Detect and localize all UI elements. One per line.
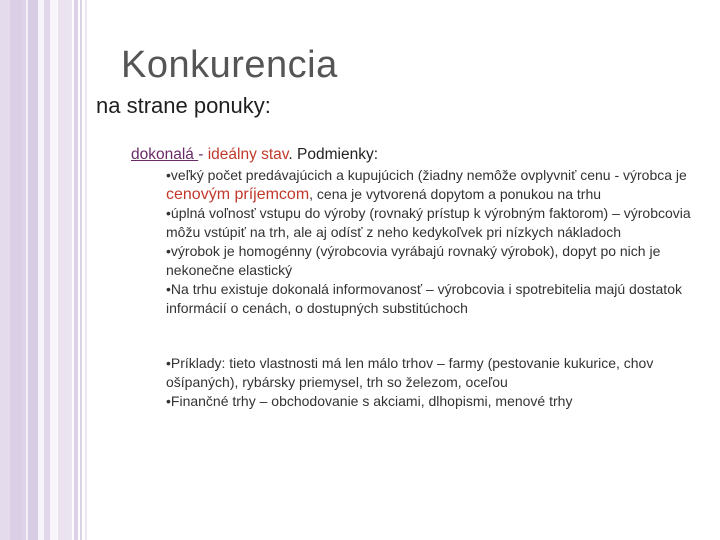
heading-separator: - [198,146,208,163]
example-item: •Finančné trhy – obchodovanie s akciami, dlhopismi, menové trhy [166,393,573,409]
conditions-list [166,166,701,411]
slide-body [131,146,701,411]
keyword-perfect: dokonalá [131,146,199,163]
bullet-item: •veľký počet predávajúcich a kupujúcich (žiadny nemôže ovplyvniť cenu - výrobca je cenovým príjemcom, cena je vytvorená dopytom a ponukou na trhu [166,167,687,203]
bullet-item: •úplná voľnosť vstupu do výroby (rovnaký prístup k výrobným faktorom) – výrobcovia môžu vstúpiť na trh, ale aj odísť z neho kedykoľvek pri nízkych nákladoch [166,205,691,240]
spacer [166,318,701,354]
heading-rest: . Podmienky: [288,146,379,163]
decorative-stripes [0,0,88,540]
bullet-item: •Na trhu existuje dokonalá informovanosť – výrobcovia i spotrebitelia majú dostatok informácií o cenách, o dostupných substitúchoch [166,281,682,316]
conditions-heading [131,146,701,164]
highlight-price-taker: cenovým príjemcom [166,186,310,203]
example-item: •Príklady: tieto vlastnosti má len málo trhov – farmy (pestovanie kukurice, chov ošípaných), rybársky priemysel, trh so železom, oceľou [166,355,654,390]
slide-subtitle: na strane ponuky: [96,93,271,118]
keyword-ideal: ideálny stav [207,146,289,163]
bullet-item: •výrobok je homogénny (výrobcovia vyrábajú rovnaký výrobok), dopyt po nich je nekonečne elastický [166,243,661,278]
slide-title: Konkurencia [121,44,338,86]
